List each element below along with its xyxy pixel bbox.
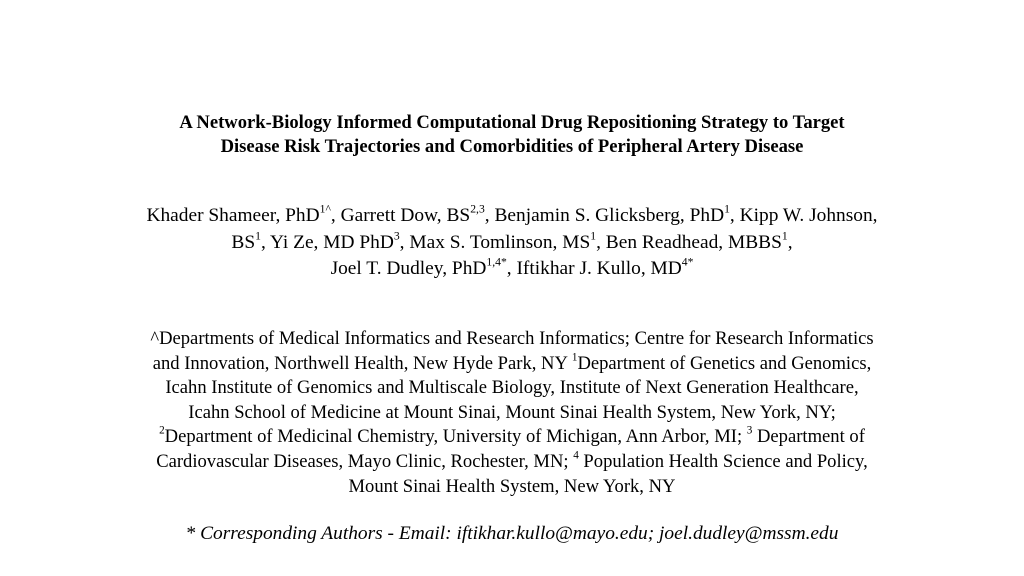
author-affiliation-mark: 1: [590, 228, 597, 242]
author-name: Kipp W. Johnson,: [739, 205, 878, 226]
author-list: [0, 203, 1024, 283]
author-affiliation-mark: 3: [393, 228, 400, 242]
author-name: Yi Ze, MD PhD: [269, 231, 394, 253]
affiliation-line-4: Icahn School of Medicine at Mount Sinai, Mount Sinai Health System, New York, NY;: [188, 401, 836, 423]
author-name: Ben Readhead, MBBS: [605, 231, 782, 253]
affiliation-text: Department of Medicinal Chemistry, University of Michigan, Ann Arbor, MI;: [164, 426, 747, 448]
author-affiliation-mark: 1: [255, 228, 261, 242]
author-line-2: $BS^1$, Yi Ze, MD PhD$^3$, Max S. Tomlinson, $MS^1$, Ben Readhead, MBBS$^1$,: [231, 228, 793, 253]
author-name: Benjamin S. Glicksberg, PhD: [494, 205, 725, 226]
affiliation-line-2: [0, 352, 1024, 377]
affiliation-line-1: ^Departments of Medical Informatics and Research Informatics; Centre for Research Informatics: [150, 328, 874, 349]
affiliation-text: Cardiovascular Diseases, Mayo Clinic, Rochester, MN;: [156, 450, 574, 472]
affiliation-text: and Innovation, Northwell Health, New Hyde Park, NY: [152, 352, 572, 374]
author-name-continued: BS: [231, 231, 256, 253]
author-affiliation-mark: 1^: [319, 202, 331, 216]
affiliation-mark: 2: [159, 425, 165, 438]
paper-title: [0, 111, 1024, 159]
affiliation-block: [0, 327, 1024, 499]
author-affiliation-mark: 4*: [681, 255, 694, 269]
author-affiliation-mark: 1: [724, 202, 730, 216]
affiliation-line-3: Icahn Institute of Genomics and Multiscale Biology, Institute of Next Generation Healthcare,: [165, 377, 859, 399]
author-name: Iftikhar J. Kullo, MD: [516, 258, 682, 279]
author-name: Garrett Dow, BS: [340, 205, 471, 226]
affiliation-line-6: [0, 450, 1024, 475]
author-name: Max S. Tomlinson, MS: [409, 231, 591, 253]
affiliation-text: Department of Genetics and Genomics,: [577, 352, 872, 374]
author-affiliation-mark: 1,4*: [486, 255, 507, 269]
corresponding-authors: * Corresponding Authors - Email: iftikhar.kullo@mayo.edu; joel.dudley@mssm.edu: [185, 523, 839, 544]
title-line-1: A Network-Biology Informed Computational Drug Repositioning Strategy to Target: [179, 112, 845, 133]
affiliation-mark: 3: [746, 425, 753, 438]
title-line-2: Disease Risk Trajectories and Comorbidities of Peripheral Artery Disease: [220, 136, 804, 157]
author-name: Khader Shameer, PhD: [146, 205, 320, 226]
affiliation-line-5: [0, 425, 1024, 450]
affiliation-text: Department of: [752, 426, 865, 448]
author-affiliation-mark: 2,3: [470, 202, 485, 216]
affiliation-text: Population Health Science and Policy,: [578, 450, 868, 472]
author-affiliation-mark: 1: [781, 228, 788, 242]
author-line-1: Khader Shameer, PhD$^{1\^{}}$, Garrett Dow, BS$^{2,3}$, Benjamin S. Glicksberg, PhD$^1$, Kipp W. Johnson,: [146, 202, 878, 226]
affiliation-mark: 1: [571, 351, 578, 364]
author-line-3: Joel T. Dudley, PhD$^{1,4*}$, Iftikhar J. Kullo, $MD^{4*}$: [330, 255, 694, 279]
affiliation-line-7: Mount Sinai Health System, New York, NY: [348, 475, 676, 497]
affiliation-mark: 4: [573, 449, 579, 462]
author-name: Joel T. Dudley, PhD: [330, 258, 487, 279]
